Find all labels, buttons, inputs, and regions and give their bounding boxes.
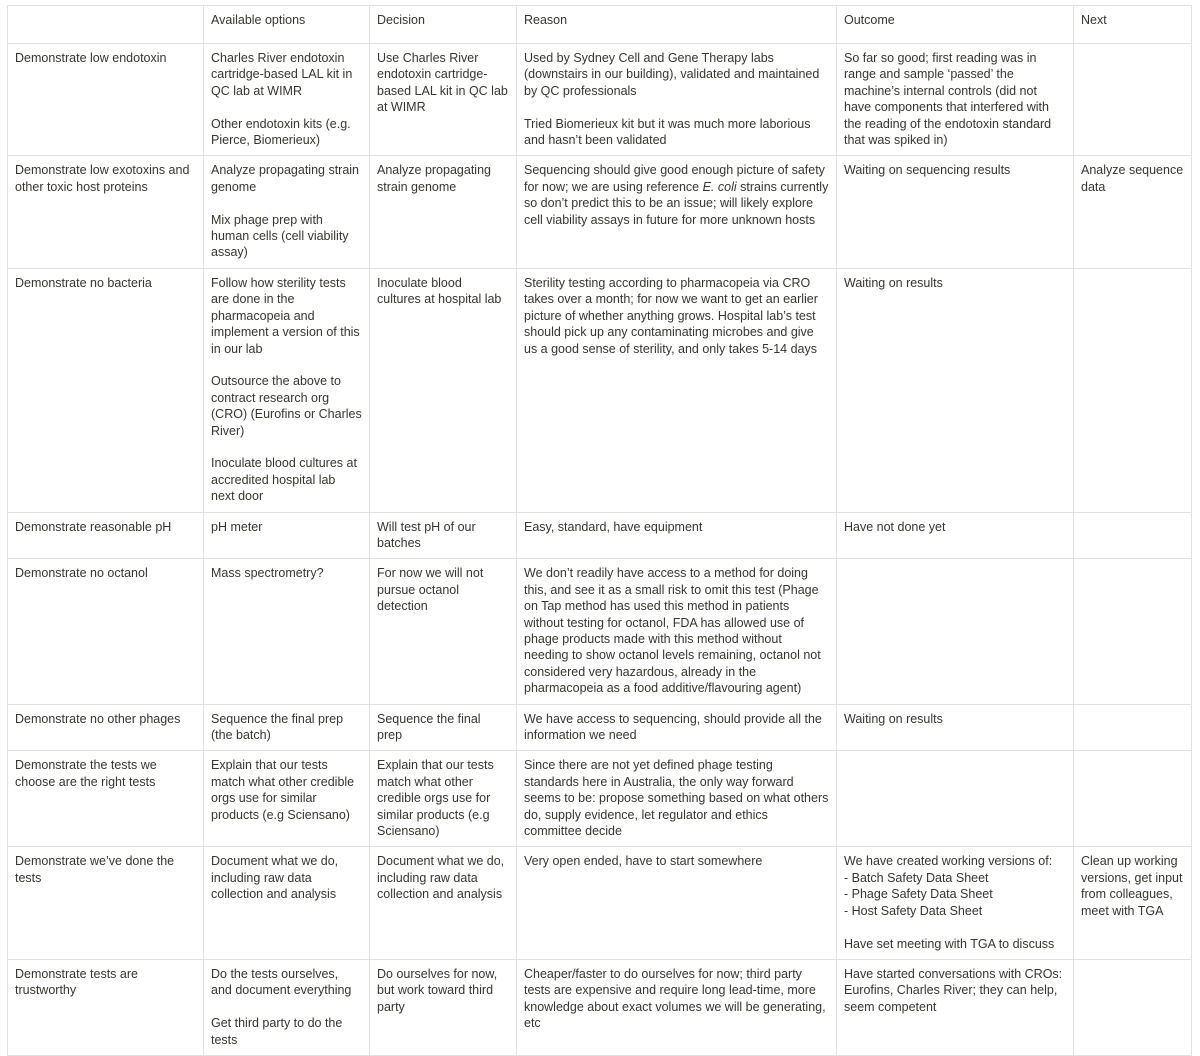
table-row bbox=[8, 512, 1192, 559]
safety-testing-table bbox=[7, 5, 1192, 1056]
next-cell[interactable]: Analyze sequence data bbox=[1074, 156, 1192, 268]
decision-cell[interactable]: Will test pH of our batches bbox=[370, 512, 517, 559]
table-row bbox=[8, 704, 1192, 751]
next-cell[interactable]: Clean up working versions, get input from colleagues, meet with TGA bbox=[1074, 847, 1192, 959]
decision-cell[interactable]: Analyze propagating strain genome bbox=[370, 156, 517, 268]
outcome-cell[interactable]: So far so good; first reading was in range and sample ‘passed’ the machine’s internal controls (did not have components that interfered with the reading of the endotoxin standard that was spiked in) bbox=[837, 44, 1074, 156]
goal-cell[interactable]: Demonstrate no other phages bbox=[8, 704, 204, 751]
goal-cell[interactable]: Demonstrate low exotoxins and other toxic host proteins bbox=[8, 156, 204, 268]
table-row bbox=[8, 959, 1192, 1055]
table-row bbox=[8, 751, 1192, 847]
reason-cell[interactable]: Very open ended, have to start somewhere bbox=[517, 847, 837, 959]
header-cell-options[interactable]: Available options bbox=[204, 6, 370, 44]
table-row bbox=[8, 156, 1192, 268]
reason-cell[interactable]: Cheaper/faster to do ourselves for now; third party tests are expensive and require long lead-time, more knowledge about exact volumes we will be generating, etc bbox=[517, 959, 837, 1055]
reason-cell[interactable]: Used by Sydney Cell and Gene Therapy labs (downstairs in our building), validated and maintained by QC professionals Tried Biomerieux kit but it was much more laborious and hasn’t been validated bbox=[517, 44, 837, 156]
outcome-cell[interactable]: Have not done yet bbox=[837, 512, 1074, 559]
goal-cell[interactable]: Demonstrate the tests we choose are the right tests bbox=[8, 751, 204, 847]
next-cell[interactable] bbox=[1074, 751, 1192, 847]
outcome-cell[interactable]: Waiting on results bbox=[837, 704, 1074, 751]
goal-cell[interactable]: Demonstrate low endotoxin bbox=[8, 44, 204, 156]
next-cell[interactable] bbox=[1074, 959, 1192, 1055]
next-cell[interactable] bbox=[1074, 44, 1192, 156]
options-cell[interactable]: Charles River endotoxin cartridge-based LAL kit in QC lab at WIMR Other endotoxin kits (e.g. Pierce, Biomerieux) bbox=[204, 44, 370, 156]
options-cell[interactable]: Document what we do, including raw data collection and analysis bbox=[204, 847, 370, 959]
goal-cell[interactable]: Demonstrate no bacteria bbox=[8, 268, 204, 512]
decision-cell[interactable]: Sequence the final prep bbox=[370, 704, 517, 751]
decision-cell[interactable]: Document what we do, including raw data collection and analysis bbox=[370, 847, 517, 959]
header-row bbox=[8, 6, 1192, 44]
options-cell[interactable]: Mass spectrometry? bbox=[204, 559, 370, 704]
outcome-cell[interactable]: Waiting on sequencing results bbox=[837, 156, 1074, 268]
reason-cell[interactable] bbox=[517, 156, 837, 268]
goal-cell[interactable]: Demonstrate no octanol bbox=[8, 559, 204, 704]
reason-text: Sequencing should give good enough picture of safety for now; we are using reference bbox=[524, 163, 825, 194]
table-row bbox=[8, 847, 1192, 959]
outcome-cell[interactable] bbox=[837, 751, 1074, 847]
table-row bbox=[8, 559, 1192, 704]
table-row bbox=[8, 44, 1192, 156]
options-cell[interactable]: Do the tests ourselves, and document everything Get third party to do the tests bbox=[204, 959, 370, 1055]
outcome-cell[interactable]: Have started conversations with CROs: Eurofins, Charles River; they can help, seem competent bbox=[837, 959, 1074, 1055]
header-cell-goal[interactable] bbox=[8, 6, 204, 44]
options-cell[interactable]: Explain that our tests match what other credible orgs use for similar products (e.g Sciensano) bbox=[204, 751, 370, 847]
decision-cell[interactable]: For now we will not pursue octanol detection bbox=[370, 559, 517, 704]
options-cell[interactable]: pH meter bbox=[204, 512, 370, 559]
next-cell[interactable] bbox=[1074, 704, 1192, 751]
next-cell[interactable] bbox=[1074, 559, 1192, 704]
header-cell-reason[interactable]: Reason bbox=[517, 6, 837, 44]
outcome-cell[interactable]: Waiting on results bbox=[837, 268, 1074, 512]
decision-cell[interactable]: Inoculate blood cultures at hospital lab bbox=[370, 268, 517, 512]
options-cell[interactable]: Follow how sterility tests are done in the pharmacopeia and implement a version of this in our lab Outsource the above to contract research org (CRO) (Eurofins or Charles River) Inoculate blood cultures at accredited hospital lab next door bbox=[204, 268, 370, 512]
reason-cell[interactable]: Sterility testing according to pharmacopeia via CRO takes over a month; for now we want to get an earlier picture of whether anything grows. Hospital lab’s test should pick up any contaminating microbes and give us a good sense of sterility, and only takes 5-14 days bbox=[517, 268, 837, 512]
goal-cell[interactable]: Demonstrate we’ve done the tests bbox=[8, 847, 204, 959]
goal-cell[interactable]: Demonstrate tests are trustworthy bbox=[8, 959, 204, 1055]
header-cell-outcome[interactable]: Outcome bbox=[837, 6, 1074, 44]
reason-cell[interactable]: We have access to sequencing, should provide all the information we need bbox=[517, 704, 837, 751]
goal-cell[interactable]: Demonstrate reasonable pH bbox=[8, 512, 204, 559]
reason-cell[interactable]: Easy, standard, have equipment bbox=[517, 512, 837, 559]
decision-cell[interactable]: Do ourselves for now, but work toward third party bbox=[370, 959, 517, 1055]
reason-cell[interactable]: We don’t readily have access to a method for doing this, and see it as a small risk to omit this test (Phage on Tap method has used this method in patients without testing for octanol, FDA has allowed use of phage products made with this method without needing to show octanol levels remaining, octanol not considered very hazardous, already in the pharmacopeia as a food additive/flavouring agent) bbox=[517, 559, 837, 704]
reason-text: strains currently so don’t predict this to be an issue; will likely explore cell viability assays in future for more unknown hosts bbox=[524, 179, 829, 227]
decision-cell[interactable]: Explain that our tests match what other credible orgs use for similar products (e.g Sciensano) bbox=[370, 751, 517, 847]
organism-name: E. coli bbox=[702, 179, 737, 194]
options-cell[interactable]: Analyze propagating strain genome Mix phage prep with human cells (cell viability assay) bbox=[204, 156, 370, 268]
next-cell[interactable] bbox=[1074, 512, 1192, 559]
header-cell-decision[interactable]: Decision bbox=[370, 6, 517, 44]
header-cell-next[interactable]: Next bbox=[1074, 6, 1192, 44]
reason-cell[interactable]: Since there are not yet defined phage testing standards here in Australia, the only way forward seems to be: propose something based on what others do, supply evidence, let regulator and ethics committee decide bbox=[517, 751, 837, 847]
outcome-cell[interactable] bbox=[837, 559, 1074, 704]
outcome-cell[interactable]: We have created working versions of: - Batch Safety Data Sheet - Phage Safety Data Sheet - Host Safety Data Sheet Have set meeting with TGA to discuss bbox=[837, 847, 1074, 959]
table-row bbox=[8, 268, 1192, 512]
decision-cell[interactable]: Use Charles River endotoxin cartridge-based LAL kit in QC lab at WIMR bbox=[370, 44, 517, 156]
options-cell[interactable]: Sequence the final prep (the batch) bbox=[204, 704, 370, 751]
next-cell[interactable] bbox=[1074, 268, 1192, 512]
